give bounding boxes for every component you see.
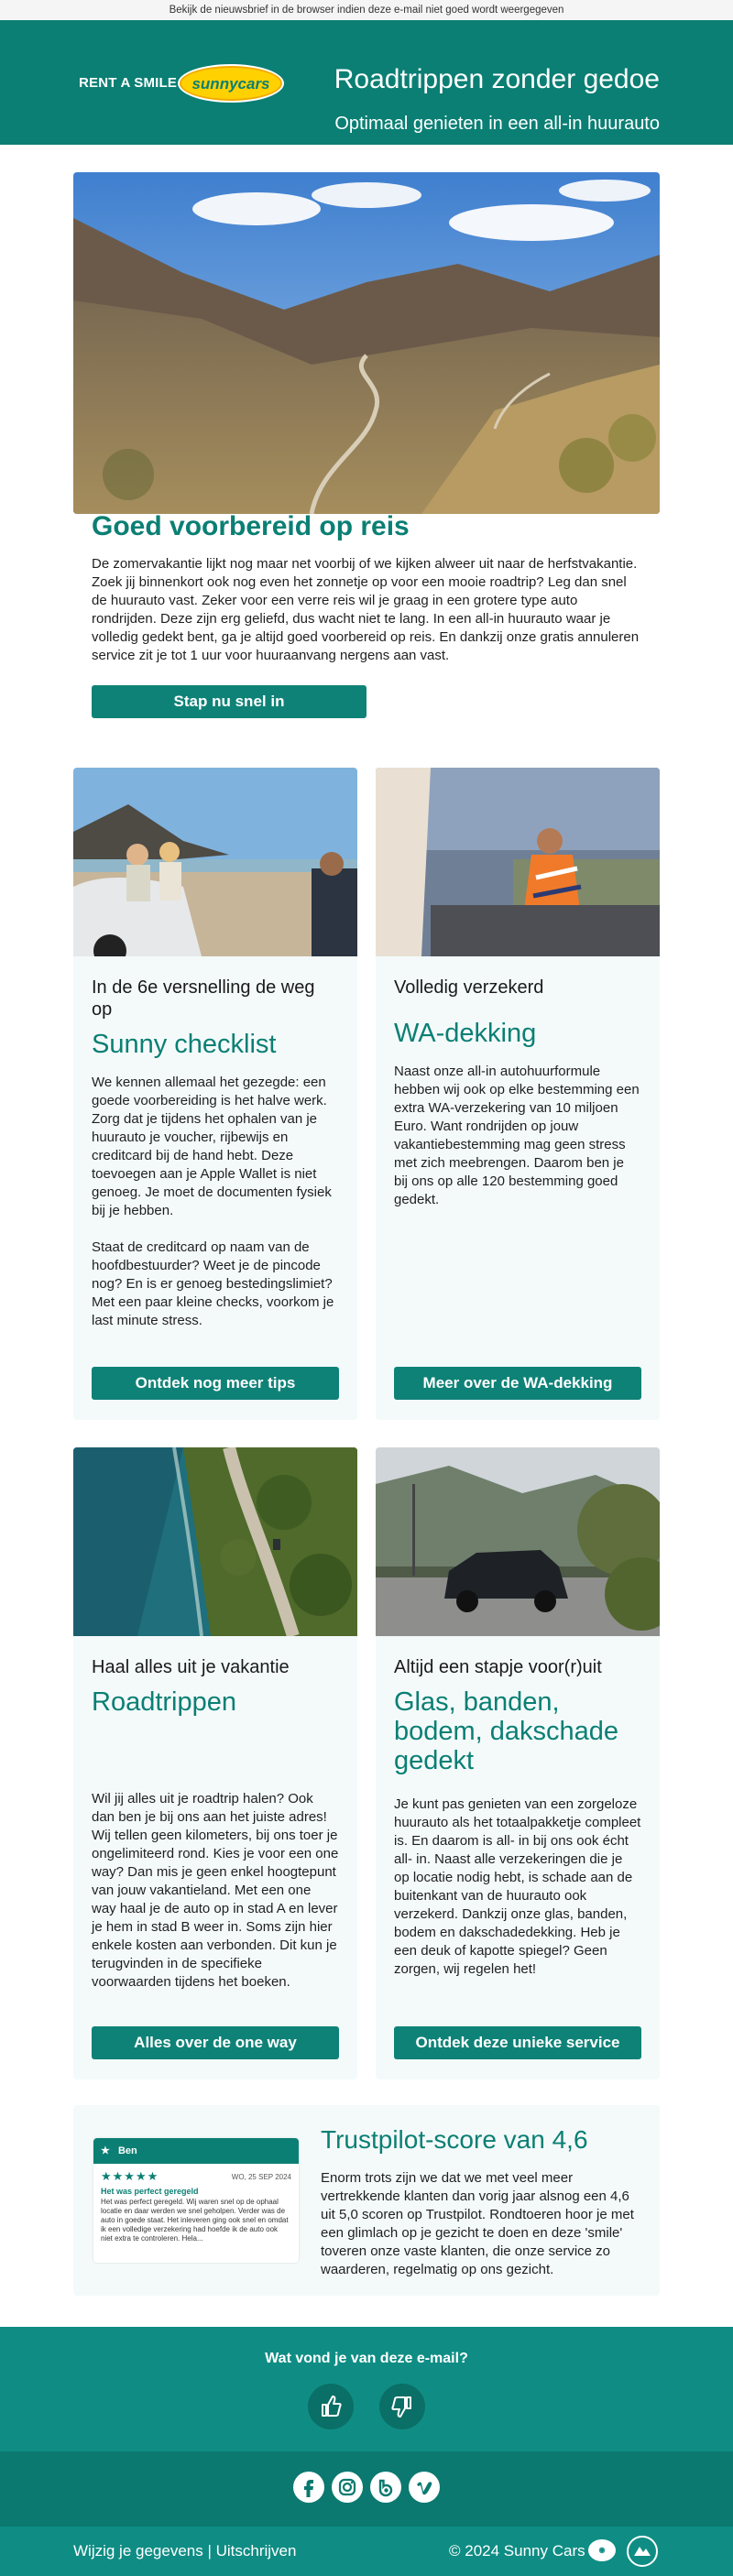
card-roadtrips — [73, 1447, 357, 2079]
review-title: Het was perfect geregeld — [101, 2187, 199, 2196]
card-title: Sunny checklist — [92, 1030, 277, 1059]
footer — [0, 2527, 733, 2576]
checklist-button[interactable]: Ontdek nog meer tips — [92, 1367, 339, 1400]
intro-title: Goed voorbereid op reis — [92, 511, 410, 541]
review-star-icon: ★ — [101, 2145, 110, 2156]
review-date: WO, 25 SEP 2024 — [231, 2172, 291, 2181]
feedback-question: Wat vond je van deze e-mail? — [265, 2351, 468, 2366]
review-text: Het was perfect geregeld. Wij waren snel op de ophaal locatie en daar werden we snel geholpen. Verder was de auto in goede staat. Het inleveren ging ook snel en omdat ik een volledige verzekering had hoefde ik de auto ook niet extra te controleren. Hela... — [101, 2198, 289, 2243]
trustpilot-section — [73, 2105, 660, 2296]
trustpilot-text: Enorm trots zijn we dat we met veel meer vertrekkende klanten dan vorig jaar alsnog een 4,6 uit 5,0 scoren op Trustpilot. Rondtoeren hoor je met een glimlach op je gezicht te doen en deze 'smile' toveren onze vaste klanten, die onze service zo waarderen, regelmatig op ons gezicht. — [321, 2170, 634, 2277]
card-checklist — [73, 768, 357, 1420]
unique-service-button[interactable]: Ontdek deze unieke service — [394, 2026, 641, 2059]
one-way-button[interactable]: Alles over de one way — [92, 2026, 339, 2059]
feedback-section — [0, 2327, 733, 2451]
header — [0, 20, 733, 145]
anvr-badge-icon — [627, 2536, 658, 2567]
thumbs-down-icon — [379, 2384, 425, 2429]
wa-coverage-button[interactable]: Meer over de WA-dekking — [394, 1367, 641, 1400]
reviewer-name: Ben — [117, 2145, 137, 2156]
facebook-icon[interactable] — [293, 2472, 324, 2503]
thumbs-up-button[interactable] — [308, 2384, 354, 2429]
logo-brand: sunnycars — [191, 75, 270, 93]
intro-cta-button[interactable]: Stap nu snel in — [92, 685, 366, 718]
thumbs-up-icon — [308, 2384, 354, 2429]
social-bar — [0, 2451, 733, 2527]
card-text: Naast onze all-in autohuurformule hebben wij ook op elke bestemming een extra WA-verzekering van 10 miljoen Euro. Want rondrijden op jouw vakantiebestemming mag geen stress met zich meebrengen. Daarom ben je bij ons op alle 120 bestemming goed gedekt. — [394, 1064, 640, 1207]
intro-text: De zomervakantie lijkt nog maar net voorbij of we kijken alweer uit naar de herfstvakantie. Zoek jij binnenkort ook nog even het zonnetje op voor een mooie roadtrip? Leg dan snel de huurauto vast. Zeker voor een verre reis wil je graag in een grotere type auto rondrijden. Deze zijn erg geliefd, dus wacht niet te lang. In een all-in huurauto waar je volledig gedekt bent, ga je altijd goed voorbereid op reis. En dankzij onze gratis annuleren service zit je tot 1 uur voor huuraanvang nergens aan vast. — [92, 556, 640, 663]
woman-car-image[interactable] — [376, 768, 660, 956]
card-text: We kennen allemaal het gezegde: een goede voorbereiding is het halve werk. Zorg dat je tijdens het ophalen van je huurauto je voucher, rijbewijs en creditcard bij de hand hebt. Deze toevoegen aan je Apple Wallet is niet genoeg. Je moet de documenten fysiek bij je hebben. — [92, 1075, 332, 1218]
card-title: Roadtrippen — [92, 1687, 236, 1717]
instagram-icon[interactable] — [332, 2472, 363, 2503]
review-stars: ★★★★★ — [101, 2169, 159, 2183]
hero-mountain-road-image[interactable] — [73, 172, 660, 514]
trustpilot-title: Trustpilot-score van 4,6 — [321, 2125, 588, 2154]
card-kicker: In de 6e versnelling de weg op — [92, 977, 315, 1020]
browser-view-bar — [0, 0, 733, 20]
card-kicker: Haal alles uit je vakantie — [92, 1657, 290, 1677]
sunnycars-logo[interactable] — [79, 64, 290, 101]
header-subtitle: Optimaal genieten in een all-in huurauto — [334, 114, 660, 134]
card-kicker: Volledig verzekerd — [394, 977, 544, 998]
card-title: Glas, banden, bodem, dakschade gedekt — [394, 1687, 619, 1775]
vimeo-icon[interactable] — [409, 2472, 440, 2503]
card-wa-coverage — [376, 768, 660, 1420]
card-title: WA-dekking — [394, 1019, 537, 1048]
intro-section — [92, 511, 641, 718]
black-suv-image[interactable] — [376, 1447, 660, 1636]
trustpilot-review-card[interactable] — [93, 2138, 299, 2263]
card-text: Wil jij alles uit je roadtrip halen? Ook dan ben je bij ons aan het juiste adres! Wij tellen geen kilometers, bij ons toer je ongelimiteerd rond. Kies je voor een one way? Dan mis je geen enkel hoogtepunt van jouw vakantieland. Met een one way haal je de auto op in stad A en lever je hem in stad B weer in. Soms zijn hier enkele kosten aan verbonden. Dit kun je terugvinden in de specifieke voorwaarden tijdens het boeken. — [92, 1791, 339, 1990]
sgr-badge-icon: ◉ — [588, 2539, 616, 2561]
review-header — [93, 2138, 299, 2164]
card-glass-tires — [376, 1447, 660, 2079]
card-kicker: Altijd een stapje voor(r)uit — [394, 1657, 602, 1677]
card-text-extra: Staat de creditcard op naam van de hoofdbestuurder? Weet je de pincode nog? En is er genoeg bestedingslimiet? Met een paar kleine checks, voorkom je last minute stress. — [92, 1239, 334, 1328]
blog-icon[interactable] — [370, 2472, 401, 2503]
footer-copyright: © 2024 Sunny Cars — [449, 2542, 585, 2560]
coastal-road-image[interactable] — [73, 1447, 357, 1636]
logo-oval — [178, 64, 284, 103]
header-title: Roadtrippen zonder gedoe — [334, 64, 660, 94]
beach-car-image[interactable] — [73, 768, 357, 956]
card-text: Je kunt pas genieten van een zorgeloze huurauto als het totaalpakketje compleet is. En daarom is all- in bij ons ook écht all- in. Naast alle verzekeringen die je op locatie nodig hebt, is schade aan de buitenkant van de huurauto ook verzekerd. Dankzij onze glas, banden, bodem en dakschadedekking. Heb je een deuk of kapotte spiegel? Geen zorgen, wij regelen het! — [394, 1796, 641, 1977]
thumbs-down-button[interactable] — [379, 2384, 425, 2429]
logo-tagline: RENT A SMILE — [79, 75, 178, 91]
view-in-browser-link[interactable]: Bekijk de nieuwsbrief in de browser indien deze e-mail niet goed wordt weergegeven — [169, 5, 564, 16]
footer-links[interactable]: Wijzig je gegevens | Uitschrijven — [73, 2542, 297, 2560]
